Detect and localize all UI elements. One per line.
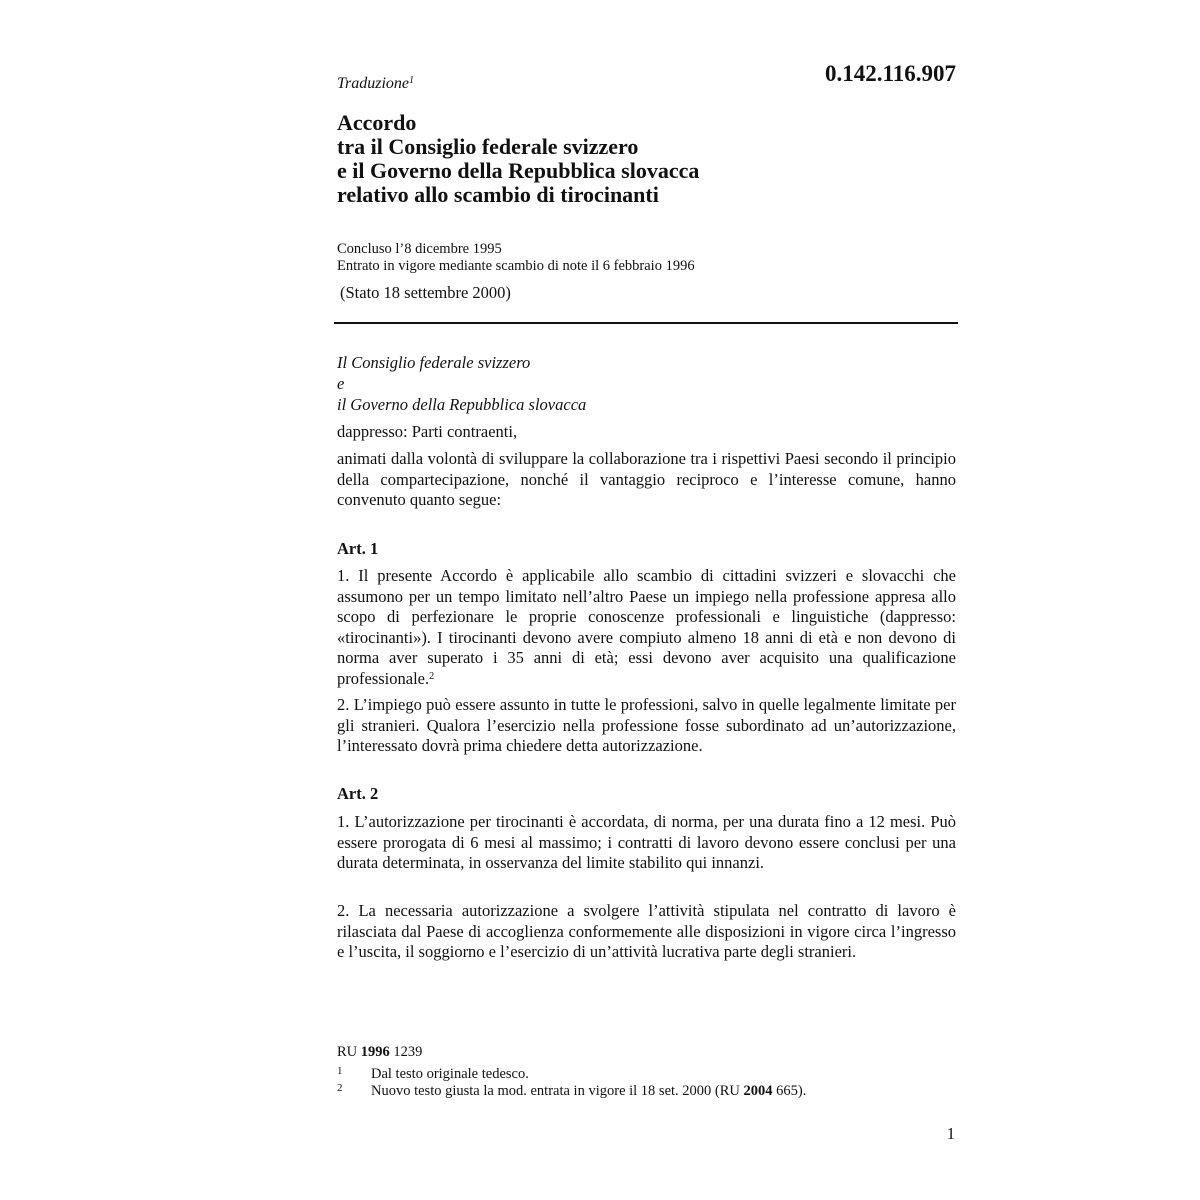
title-line: relativo allo scambio di tirocinanti — [337, 182, 659, 207]
article-2-paragraph-1: 1. L’autorizzazione per tirocinanti è accordata, di norma, per una durata fino a 12 mesi. Può essere prorogata di 6 mesi al massimo; i contratti di lavoro devono essere conclusi per una durata determinata, in osservanza del limite stabilito qui innanzi. — [337, 812, 956, 872]
concluded-date: Concluso l’8 dicembre 1995 — [337, 241, 502, 257]
party-conjunction: e — [337, 374, 345, 393]
footnote-number: 1 — [337, 1065, 343, 1077]
article-1-paragraph-2: 2. L’impiego può essere assunto in tutte le professioni, salvo in quelle legalmente limitate per gli stranieri. Qualora l’esercizio nella professione fosse subordinato ad un’autorizzazione, l’interessato dovrà prima chiedere detta autorizzazione. — [337, 695, 956, 755]
footnote-ref-1[interactable]: 1 — [409, 75, 415, 86]
footnote-text: Dal testo originale tedesco. — [371, 1066, 529, 1082]
status-date: (Stato 18 settembre 2000) — [340, 283, 511, 302]
title-line: tra il Consiglio federale svizzero — [337, 134, 639, 159]
document-title — [337, 111, 937, 207]
ru-prefix: RU — [337, 1044, 358, 1060]
entry-into-force: Entrato in vigore mediante scambio di note il 6 febbraio 1996 — [337, 258, 695, 274]
header-divider — [334, 322, 958, 324]
page-number: 1 — [946, 1124, 955, 1143]
sr-number: 0.142.116.907 — [825, 61, 956, 86]
ru-page: 1239 — [393, 1044, 423, 1060]
article-2-paragraph-2: 2. La necessaria autorizzazione a svolgere l’attività stipulata nel contratto di lavoro è rilasciata dal Paese di accoglienza conformemente alle disposizioni in vigore circa l’ingresso e l’uscita, il soggiorno e l’esercizio di un’attività lucrativa parte degli stranieri. — [337, 901, 956, 961]
preamble-text: animati dalla volontà di sviluppare la collaborazione tra i rispettivi Paesi secondo il principio della compartecipazione, nonché il vantaggio reciproco e l’interesse comune, hanno convenuto quanto segue: — [337, 449, 956, 509]
ru-reference — [337, 1044, 422, 1061]
footnote-text-end: 665). — [776, 1083, 807, 1099]
footnote-ref-2[interactable]: 2 — [429, 670, 435, 682]
parties-designation: dappresso: Parti contraenti, — [337, 422, 518, 441]
title-line: e il Governo della Repubblica slovacca — [337, 158, 700, 183]
party-switzerland: Il Consiglio federale svizzero — [337, 353, 531, 372]
footnote-2 — [337, 1080, 957, 1100]
contracting-parties — [337, 352, 586, 415]
article-1-heading: Art. 1 — [337, 539, 379, 558]
footnote-ru-year: 2004 — [743, 1083, 773, 1099]
document-meta — [337, 241, 695, 275]
party-slovakia: il Governo della Repubblica slovacca — [337, 395, 587, 414]
footnote-text: Nuovo testo giusta la mod. entrata in vigore il 18 set. 2000 (RU — [371, 1083, 740, 1099]
article-1-paragraph-1 — [337, 566, 956, 689]
translation-label: Traduzione — [337, 75, 410, 92]
translation-note — [337, 75, 414, 93]
title-line: Accordo — [337, 110, 417, 135]
paragraph-text: 1. Il presente Accordo è applicabile allo scambio di cittadini svizzeri e slovacchi che assumono per un tempo limitato nell’altro Paese un impiego nella professione appresa allo scopo di perfezionare le proprie conoscenze professionali e linguistiche (dappresso: «tirocinanti»). I tirocinanti devono avere compiuto almeno 18 anni di età e non devono di norma aver superato i 35 anni di età; essi devono aver acquisito una qualificazione professionale. — [337, 566, 956, 688]
ru-year: 1996 — [360, 1044, 390, 1060]
article-2-heading: Art. 2 — [337, 784, 379, 803]
footnote-number: 2 — [337, 1082, 343, 1094]
